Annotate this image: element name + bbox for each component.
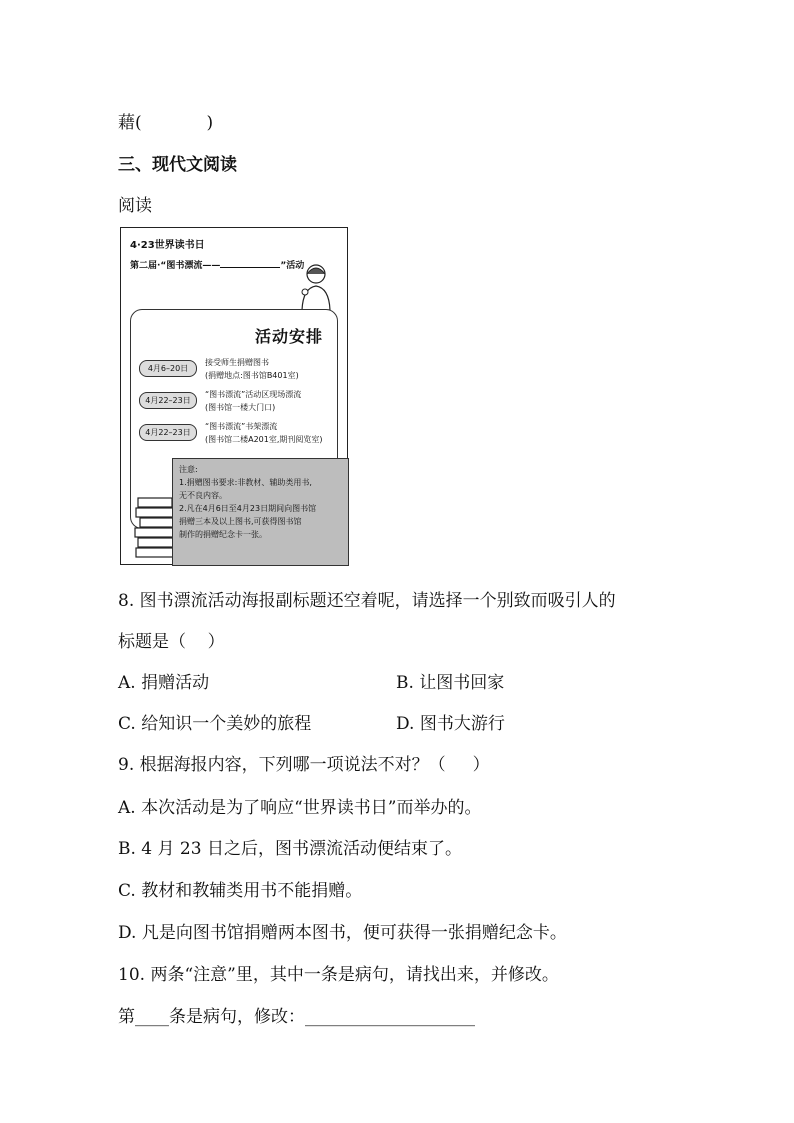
schedule-title: 活动安排 <box>254 327 323 346</box>
teacher-figure-icon <box>297 262 335 310</box>
q9-option-b: B. 4 月 23 日之后，图书漂流活动便结束了。 <box>118 839 462 859</box>
q9-option-a: A. 本次活动是为了响应“世界读书日”而举办的。 <box>118 798 482 818</box>
date-badge: 4月6–20日 <box>139 360 197 377</box>
poster-subtitle: 第二届·“图书漂流—— ”活动 <box>130 261 305 271</box>
section-title: 三、现代文阅读 <box>118 155 237 175</box>
read-label: 阅读 <box>118 196 152 216</box>
notice-line: 无不良内容。 <box>179 491 227 500</box>
date-badge: 4月22–23日 <box>139 392 197 409</box>
notice-box <box>172 458 349 566</box>
notice-heading: 注意: <box>179 465 198 474</box>
date-badge: 4月22–23日 <box>139 424 197 441</box>
row-text: 接受师生捐赠图书 (捐赠地点:图书馆B401室) <box>205 358 299 380</box>
schedule-row <box>139 356 335 388</box>
q8-option-a: A. 捐赠活动 <box>118 673 210 693</box>
q10-stem: 10. 两条“注意”里，其中一条是病句，请找出来，并修改。 <box>118 965 559 985</box>
schedule-row <box>139 420 335 452</box>
q8-stem: 8. 图书漂流活动海报副标题还空着呢，请选择一个别致而吸引人的 <box>118 591 616 611</box>
q9-stem: 9. 根据海报内容，下列哪一项说法不对？（ ） <box>118 755 490 775</box>
reading-poster <box>120 227 348 565</box>
subtitle-blank <box>220 267 280 268</box>
q8-option-d: D. 图书大游行 <box>396 714 505 734</box>
q8-option-c: C. 给知识一个美妙的旅程 <box>118 714 312 734</box>
q9-option-d: D. 凡是向图书馆捐赠两本图书，便可获得一张捐赠纪念卡。 <box>118 923 567 943</box>
notice-line: 1.捐赠图书要求:非教材、辅助类用书, <box>179 478 312 487</box>
notice-line: 制作的捐赠纪念卡一张。 <box>179 530 267 539</box>
q9-option-c: C. 教材和教辅类用书不能捐赠。 <box>118 881 363 901</box>
poster-title: 4·23世界读书日 <box>130 240 205 251</box>
schedule-row <box>139 388 335 420</box>
notice-line: 2.凡在4月6日至4月23日期间向图书馆 <box>179 504 317 513</box>
previous-question-tail: 藉( ) <box>118 113 214 133</box>
row-text: “图书漂流”活动区现场漂流 (图书馆一楼大门口) <box>205 390 302 412</box>
row-text: “图书漂流”书架漂流 (图书馆二楼A201室,期刊阅览室) <box>205 422 323 444</box>
q10-answer-line: 第____条是病句，修改：____________________ <box>118 1007 475 1027</box>
q8-option-b: B. 让图书回家 <box>396 673 505 693</box>
q8-stem-cont: 标题是（ ） <box>118 632 225 652</box>
notice-line: 捐赠三本及以上图书,可获得图书馆 <box>179 517 302 526</box>
